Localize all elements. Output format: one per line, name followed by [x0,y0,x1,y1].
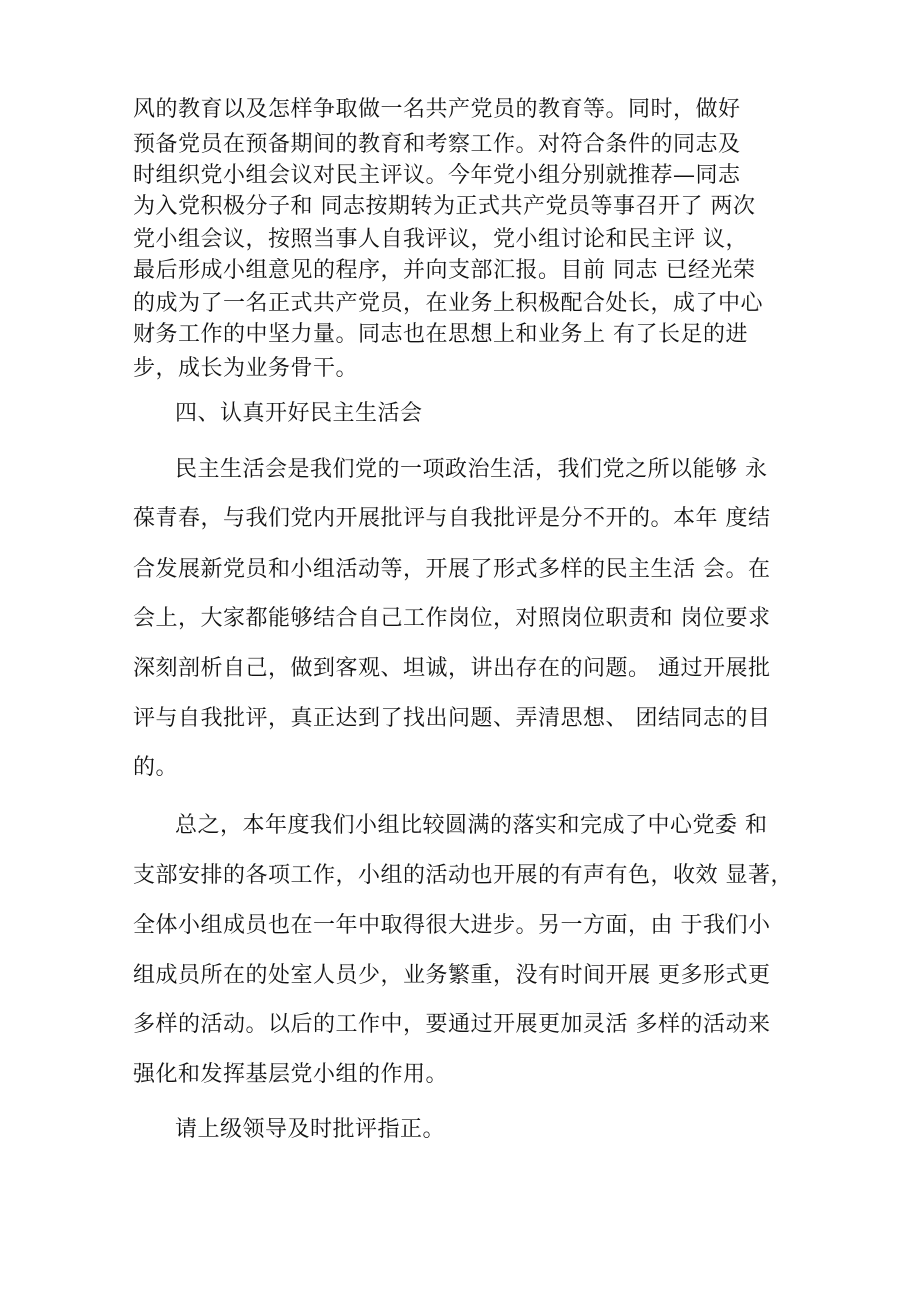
text-line: 葆青春，与我们党内开展批评与自我批评是分不开的。本年 度结 [133,506,771,531]
text-line: 风的教育以及怎样争取做一名共产党员的教育等。同时，做好 [133,97,741,122]
text-line: 财务工作的中坚力量。同志也在思想上和业务上 有了长足的进 [133,322,748,347]
closing-remark: 请上级领导及时批评指正。 [175,1117,446,1142]
text-line: 深刻剖析自己，做到客观、坦诚，讲出存在的问题。 通过开展批 [133,656,771,681]
text-line: 组成员所在的处室人员少，业务繁重，没有时间开展 更多形式更 [133,963,771,988]
text-line: 合发展新党员和小组活动等，开展了形式多样的民主生活 会。在 [133,557,771,582]
text-line: 民主生活会是我们党的一项政治生活，我们党之所以能够 永 [175,457,768,482]
text-line: 全体小组成员也在一年中取得很大进步。另一方面，由 于我们小 [133,913,771,938]
text-line: 多样的活动。以后的工作中，要通过开展更加灵活 多样的活动来 [133,1012,771,1037]
text-line: 为入党积极分子和 同志按期转为正式共产党员等事召开了 两次 [133,194,756,219]
section-heading: 四、认真开好民主生活会 [175,401,423,426]
text-line: 时组织党小组会议对民主评议。今年党小组分别就推荐—同志 [133,163,741,188]
text-line: 支部安排的各项工作，小组的活动也开展的有声有色，收效 显著， [133,863,793,888]
text-line: 步，成长为业务骨干。 [133,356,359,381]
text-line: 会上，大家都能够结合自己工作岗位，对照岗位职责和 岗位要求 [133,606,771,631]
text-line: 评与自我批评，真正达到了找出问题、弄清思想、 团结同志的目 [133,706,771,731]
text-line: 预备党员在预备期间的教育和考察工作。对符合条件的同志及 [133,132,741,157]
text-line: 强化和发挥基层党小组的作用。 [133,1062,449,1087]
text-line: 最后形成小组意见的程序，并向支部汇报。目前 同志 已经光荣 [133,258,756,283]
text-line: 党小组会议，按照当事人自我评议，党小组讨论和民主评 议， [133,227,748,252]
text-line: 的成为了一名正式共产党员，在业务上积极配合处长，成了中心 [133,291,764,316]
text-line: 的。 [133,755,179,780]
text-line: 总之，本年度我们小组比较圆满的落实和完成了中心党委 和 [175,813,768,838]
